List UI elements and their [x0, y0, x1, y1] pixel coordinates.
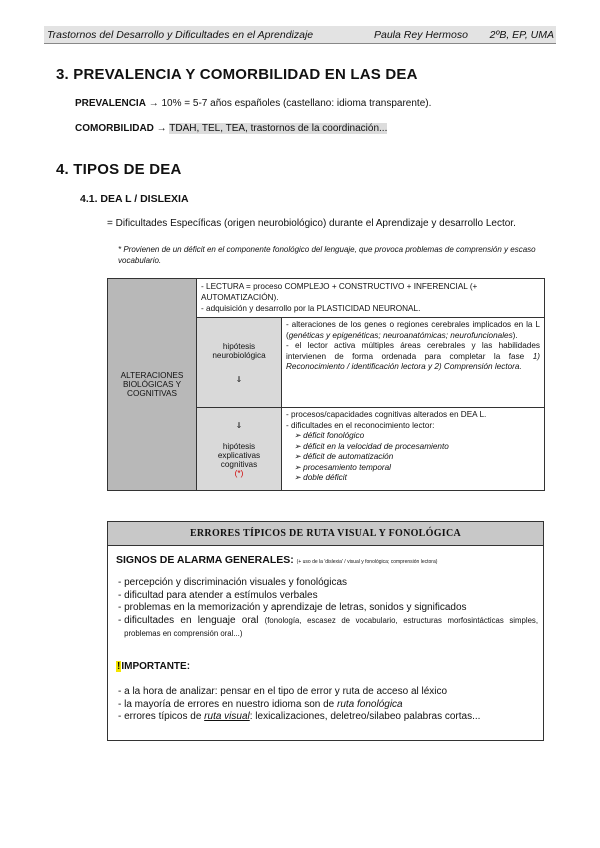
oral-small: (fonología, escasez de vocabulario, estructuras morfosintácticas simples, problemas en comprensión oral...) [124, 616, 538, 638]
bullet-icon: ➢ [294, 452, 301, 461]
comorbilidad-arrow: → [153, 123, 170, 134]
bullet-icon: ➢ [294, 441, 301, 451]
signos-small: (+ uso de la 'dislexia' / visual y fonológica; comprensión lectora) [296, 559, 438, 565]
neuro-description-cell [282, 318, 545, 408]
neuro-desc-genes: - alteraciones de los genes o regiones cerebrales implicados en la L (genéticas y epigenéticas; neuroanatómicas; neurofuncionales). [286, 320, 540, 340]
down-arrow-icon: ⇓ [235, 421, 243, 430]
deficit-list [286, 431, 540, 484]
list-item: - problemas en la memorización y aprendizaje de letras, sonidos y significados [118, 602, 467, 613]
cognitive-desc-difficulties: - dificultades en el reconocimiento lector: [286, 420, 435, 430]
down-arrow-icon: ⇓ [235, 374, 243, 384]
bullet-icon: ➢ [294, 431, 301, 440]
comorbilidad-label: COMORBILIDAD [75, 123, 154, 134]
lectura-line: - LECTURA = proceso COMPLEJO + CONSTRUCTIVO + INFERENCIAL (+ AUTOMATIZACIÓN). [201, 282, 478, 302]
list-item: ➢ déficit de automatización [294, 452, 394, 461]
list-item: - percepción y discriminación visuales y fonológicas [118, 577, 348, 588]
comorbilidad-text: TDAH, TEL, TEA, trastornos de la coordinación... [169, 123, 388, 134]
neuro-hypothesis-cell [197, 318, 282, 408]
list-item: ➢ déficit fonológico [294, 431, 365, 440]
page-header [44, 26, 556, 44]
errores-box [107, 521, 544, 741]
neuro-hypothesis-label: hipótesis neurobiológica [212, 341, 266, 360]
section-4-title: 4. TIPOS DE DEA [56, 161, 182, 178]
cognitive-hypothesis-cell [197, 408, 282, 491]
header-title: Trastornos del Desarrollo y Dificultades en el Aprendizaje [47, 28, 314, 41]
oral-item: - dificultades en lenguaje oral (fonología, escasez de vocabulario, estructuras morfosintácticas simples, problemas en comprensión oral...) [118, 615, 538, 638]
errores-title: ERRORES TÍPICOS DE RUTA VISUAL Y FONOLÓGICA [108, 522, 543, 546]
bullet-icon: ➢ [294, 462, 301, 472]
prevalencia-line [75, 98, 431, 109]
cognitive-description-cell [282, 408, 545, 491]
cognitive-desc-processes: - procesos/capacidades cognitivas alterados en DEA L. [286, 410, 487, 419]
asterisk-note: (*) [234, 469, 244, 478]
alteraciones-table [107, 278, 545, 491]
alteraciones-cell: ALTERACIONES BIOLÓGICAS Y COGNITIVAS [108, 279, 197, 491]
list-item: - a la hora de analizar: pensar en el tipo de error y ruta de acceso al léxico [118, 686, 448, 697]
warning-icon: ! [117, 661, 121, 672]
prevalencia-label: PREVALENCIA [75, 98, 146, 109]
signos-heading: SIGNOS DE ALARMA GENERALES: (+ uso de la 'dislexia' / visual y fonológica; comprensión lectora) [116, 554, 438, 566]
list-item: - errores típicos de ruta visual: lexicalizaciones, deletreo/silabeo palabras cortas... [118, 711, 481, 722]
dislexia-note: * Provienen de un déficit en el componente fonológico del lenguaje, que provoca problemas de comprensión y escaso vocabulario. [118, 245, 536, 265]
bullet-icon: ➢ [294, 473, 301, 482]
list-item: ➢ doble déficit [294, 473, 347, 482]
list-item: ➢ déficit en la velocidad de procesamiento [294, 441, 449, 451]
header-course: 2ºB, EP, UMA [489, 28, 554, 41]
dislexia-subtitle: 4.1. DEA L / DISLEXIA [80, 193, 189, 205]
lectura-cell [197, 279, 545, 318]
list-item: - la mayoría de errores en nuestro idioma son de ruta fonológica [118, 698, 403, 710]
cognitive-hypothesis-label: hipótesis explicativas cognitivas [217, 442, 261, 469]
importante-list [118, 686, 480, 724]
list-item: ➢ procesamiento temporal [294, 462, 391, 472]
dislexia-definition: = Dificultades Específicas (origen neurobiológico) durante el Aprendizaje y desarrollo Lector. [107, 218, 516, 229]
section-3-title: 3. PREVALENCIA Y COMORBILIDAD EN LAS DEA [56, 66, 418, 83]
importante-heading: !IMPORTANTE: [117, 661, 191, 672]
signos-list [118, 577, 467, 615]
neuro-desc-areas: - el lector activa múltiples áreas cerebrales y las habilidades intervienen de forma ordenada para completar la fase 1) Reconocimiento / identificación lectora y 2) Comprensión lectora. [286, 341, 540, 371]
header-author: Paula Rey Hermoso [374, 28, 468, 41]
prevalencia-text: → 10% = 5-7 años españoles (castellano: idioma transparente). [145, 98, 432, 109]
comorbilidad-line [75, 123, 387, 134]
list-item: - dificultad para atender a estímulos verbales [118, 589, 318, 601]
plasticidad-line: - adquisición y desarrollo por la PLASTICIDAD NEURONAL. [201, 304, 421, 313]
